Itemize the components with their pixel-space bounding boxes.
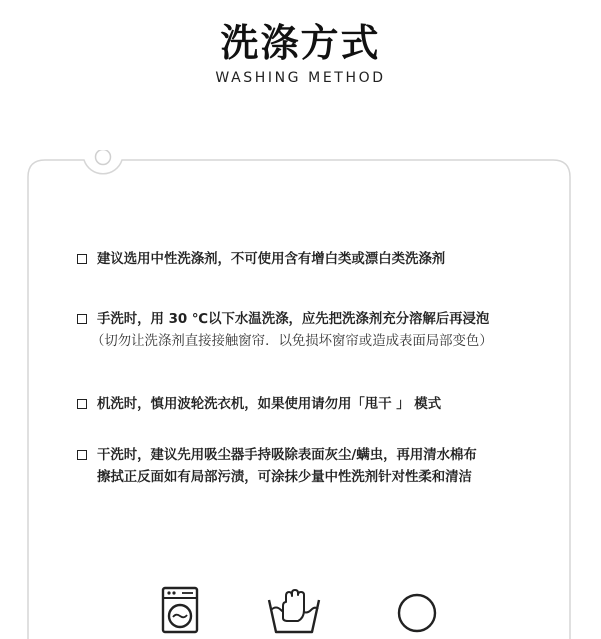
hand-wash-icon: [266, 588, 322, 636]
tag-hole-icon: [96, 150, 111, 165]
circle-icon: [395, 591, 439, 635]
item-text: 手洗时，用 30 ℃以下水温洗涤，应先把洗涤剂充分溶解后再浸泡: [97, 312, 490, 327]
checkbox-icon: [77, 399, 87, 409]
checkbox-icon: [77, 254, 87, 264]
item-text: 干洗时，建议先用吸尘器手持吸除表面灰尘/螨虫，再用清水棉布: [97, 448, 477, 463]
page-title: 洗涤方式: [220, 21, 381, 65]
item-text: 机洗时，慎用波轮洗衣机，如果使用请勿用「甩干 」 模式: [97, 397, 442, 412]
checkbox-icon: [77, 450, 87, 460]
page-subtitle: WASHING METHOD: [215, 70, 386, 86]
item-text: 建议选用中性洗涤剂，不可使用含有增白类或漂白类洗涤剂: [97, 252, 446, 267]
washing-machine-icon: [160, 585, 200, 635]
item-text: 擦拭正反面如有局部污渍，可涂抹少量中性洗剂针对性柔和清洁: [97, 470, 472, 485]
item-note: （切勿让洗涤剂直接接触窗帘．以免损坏窗帘或造成表面局部变色）: [91, 334, 493, 349]
checkbox-icon: [77, 314, 87, 324]
